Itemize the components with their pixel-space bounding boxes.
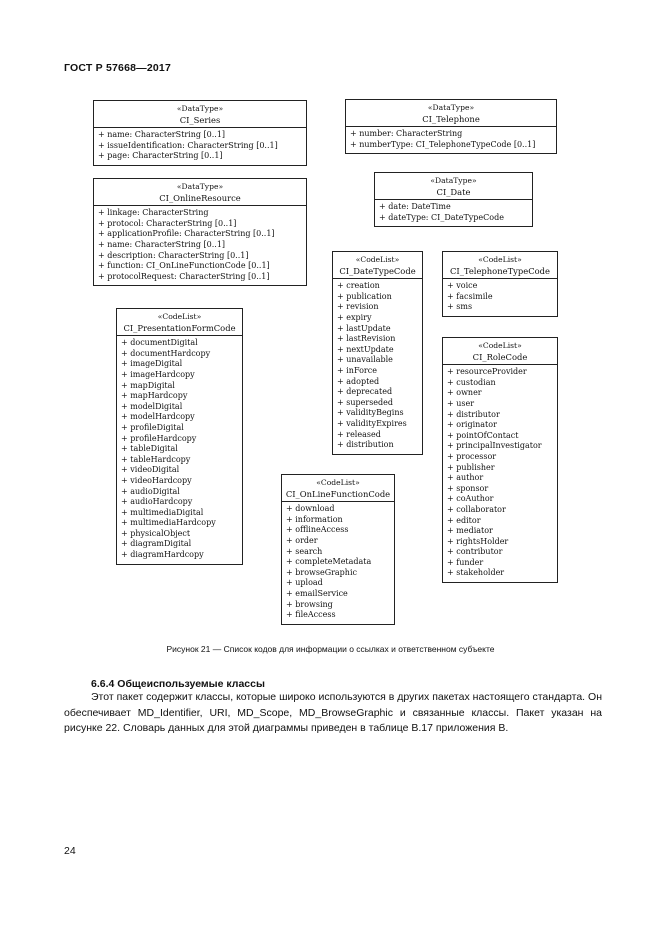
uml-codelist-ci-online-function-code [281, 474, 395, 625]
list-item: + modelDigital [121, 402, 239, 413]
section-paragraph: Этот пакет содержит классы, которые широко используются в других пакетах настоящего стандарта. Он обеспечивает MD_Identifier, URI, MD_Scope, MD_BrowseGraphic и связанные классы. Пакет указан на рисунке 22. Словарь данных для этой диаграммы приведен в таблице В.17 приложения В. [64, 691, 602, 734]
list-item: + profileHardcopy [121, 434, 239, 445]
list-item: + number: CharacterString [350, 129, 553, 140]
code-list [333, 279, 422, 454]
list-item: + revision [337, 302, 419, 313]
list-item: + released [337, 430, 419, 441]
list-item: + voice [447, 281, 554, 292]
class-name: CI_OnlineResource [159, 192, 241, 203]
list-item: + stakeholder [447, 568, 554, 579]
list-item: + information [286, 515, 391, 526]
list-item: + rightsHolder [447, 537, 554, 548]
list-item: + imageHardcopy [121, 370, 239, 381]
attribute-list [94, 128, 306, 165]
list-item: + inForce [337, 366, 419, 377]
list-item: + principalInvestigator [447, 441, 554, 452]
list-item: + tableHardcopy [121, 455, 239, 466]
stereotype: «DataType» [430, 176, 477, 185]
list-item: + imageDigital [121, 359, 239, 370]
uml-class-ci-telephone [345, 99, 557, 154]
list-item: + description: CharacterString [0..1] [98, 251, 303, 262]
class-name: CI_Date [436, 186, 471, 197]
class-name: CI_Telephone [422, 113, 480, 124]
stereotype: «CodeList» [316, 478, 360, 487]
list-item: + videoHardcopy [121, 476, 239, 487]
list-item: + emailService [286, 589, 391, 600]
attribute-list [346, 127, 556, 153]
list-item: + completeMetadata [286, 557, 391, 568]
stereotype: «DataType» [176, 104, 224, 113]
list-item: + coAuthor [447, 494, 554, 505]
list-item: + download [286, 504, 391, 515]
list-item: + adopted [337, 377, 419, 388]
class-header [346, 100, 556, 127]
list-item: + physicalObject [121, 529, 239, 540]
section-heading: 6.6.4 Общеиспользуемые классы [91, 678, 265, 690]
list-item: + documentDigital [121, 338, 239, 349]
stereotype: «CodeList» [157, 312, 202, 321]
list-item: + multimediaDigital [121, 508, 239, 519]
list-item: + sms [447, 302, 554, 313]
uml-codelist-ci-date-type-code [332, 251, 423, 455]
class-header [94, 101, 306, 128]
code-list [443, 279, 557, 316]
list-item: + unavailable [337, 355, 419, 366]
figure-caption: Рисунок 21 — Список кодов для информации о ссылках и ответственном субъекте [166, 644, 495, 654]
uml-class-ci-date [374, 172, 533, 227]
list-item: + facsimile [447, 292, 554, 303]
list-item: + deprecated [337, 387, 419, 398]
list-item: + owner [447, 388, 554, 399]
list-item: + mapHardcopy [121, 391, 239, 402]
list-item: + mediator [447, 526, 554, 537]
list-item: + funder [447, 558, 554, 569]
list-item: + tableDigital [121, 444, 239, 455]
stereotype: «DataType» [427, 103, 475, 112]
list-item: + pointOfContact [447, 431, 554, 442]
code-list [443, 365, 557, 582]
list-item: + browsing [286, 600, 391, 611]
stereotype: «CodeList» [355, 255, 400, 264]
list-item: + resourceProvider [447, 367, 554, 378]
uml-codelist-ci-presentation-form-code [116, 308, 243, 565]
list-item: + custodian [447, 378, 554, 389]
list-item: + distribution [337, 440, 419, 451]
list-item: + page: CharacterString [0..1] [98, 151, 303, 162]
code-list [117, 336, 242, 563]
class-header [282, 475, 394, 502]
list-item: + sponsor [447, 484, 554, 495]
class-header [94, 179, 306, 206]
class-name: CI_OnLineFunctionCode [285, 488, 391, 499]
attribute-list [375, 200, 532, 226]
attribute-list [94, 206, 306, 285]
list-item: + function: CI_OnLineFunctionCode [0..1] [98, 261, 303, 272]
class-name: CI_Series [179, 114, 221, 125]
list-item: + browseGraphic [286, 568, 391, 579]
class-name: CI_TelephoneTypeCode [450, 265, 550, 276]
list-item: + name: CharacterString [0..1] [98, 130, 303, 141]
list-item: + videoDigital [121, 465, 239, 476]
list-item: + collaborator [447, 505, 554, 516]
list-item: + publisher [447, 463, 554, 474]
list-item: + expiry [337, 313, 419, 324]
class-name: CI_DateTypeCode [339, 265, 416, 276]
list-item: + issueIdentification: CharacterString [0..1] [98, 141, 303, 152]
stereotype: «DataType» [176, 182, 224, 191]
list-item: + author [447, 473, 554, 484]
list-item: + contributor [447, 547, 554, 558]
uml-class-ci-online-resource [93, 178, 307, 286]
list-item: + mapDigital [121, 381, 239, 392]
list-item: + creation [337, 281, 419, 292]
class-header [443, 338, 557, 365]
class-header [333, 252, 422, 279]
code-list [282, 502, 394, 624]
list-item: + numberType: CI_TelephoneTypeCode [0..1] [350, 140, 553, 151]
list-item: + upload [286, 578, 391, 589]
list-item: + date: DateTime [379, 202, 529, 213]
list-item: + publication [337, 292, 419, 303]
uml-codelist-ci-telephone-type-code [442, 251, 558, 317]
list-item: + order [286, 536, 391, 547]
list-item: + originator [447, 420, 554, 431]
class-name: CI_PresentationFormCode [123, 322, 236, 333]
list-item: + diagramHardcopy [121, 550, 239, 561]
class-name: CI_RoleCode [472, 351, 528, 362]
stereotype: «CodeList» [478, 341, 522, 350]
list-item: + validityExpires [337, 419, 419, 430]
list-item: + multimediaHardcopy [121, 518, 239, 529]
list-item: + audioHardcopy [121, 497, 239, 508]
document-header: ГОСТ Р 57668—2017 [64, 62, 172, 74]
list-item: + validityBegins [337, 408, 419, 419]
list-item: + offlineAccess [286, 525, 391, 536]
list-item: + documentHardcopy [121, 349, 239, 360]
uml-codelist-ci-role-code [442, 337, 558, 583]
list-item: + diagramDigital [121, 539, 239, 550]
class-header [117, 309, 242, 336]
stereotype: «CodeList» [478, 255, 522, 264]
list-item: + audioDigital [121, 487, 239, 498]
list-item: + editor [447, 516, 554, 527]
list-item: + modelHardcopy [121, 412, 239, 423]
list-item: + search [286, 547, 391, 558]
list-item: + protocol: CharacterString [0..1] [98, 219, 303, 230]
page-number: 24 [64, 845, 76, 857]
list-item: + processor [447, 452, 554, 463]
list-item: + profileDigital [121, 423, 239, 434]
list-item: + lastRevision [337, 334, 419, 345]
list-item: + applicationProfile: CharacterString [0..1] [98, 229, 303, 240]
class-header [375, 173, 532, 200]
list-item: + linkage: CharacterString [98, 208, 303, 219]
list-item: + distributor [447, 410, 554, 421]
list-item: + nextUpdate [337, 345, 419, 356]
list-item: + fileAccess [286, 610, 391, 621]
uml-class-ci-series [93, 100, 307, 166]
list-item: + name: CharacterString [0..1] [98, 240, 303, 251]
list-item: + user [447, 399, 554, 410]
list-item: + protocolRequest: CharacterString [0..1] [98, 272, 303, 283]
list-item: + superseded [337, 398, 419, 409]
list-item: + dateType: CI_DateTypeCode [379, 213, 529, 224]
class-header [443, 252, 557, 279]
list-item: + lastUpdate [337, 324, 419, 335]
